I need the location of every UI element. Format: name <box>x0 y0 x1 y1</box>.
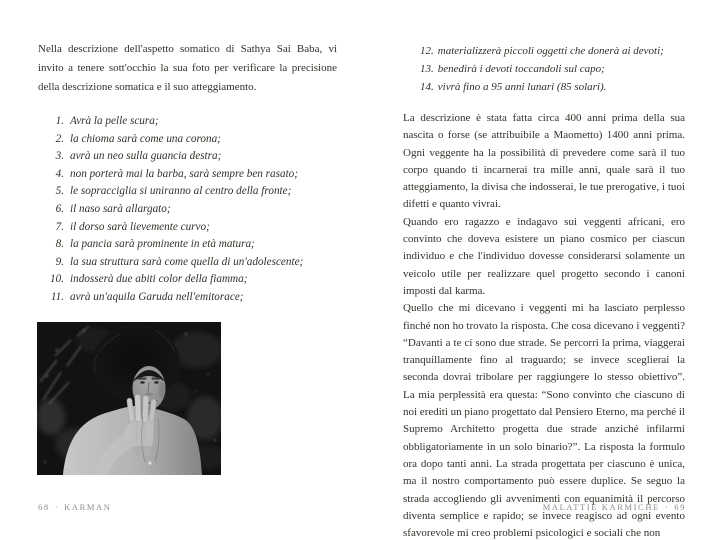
footer-separator: · <box>664 502 670 512</box>
list-item-text: avrà un neo sulla guancia destra; <box>70 150 222 163</box>
list-item-text: la pancia sarà prominente in età matura; <box>70 238 255 251</box>
footer-page-number: 69 <box>674 502 686 512</box>
list-item-text: il dorso sarà lievemente curvo; <box>70 220 210 233</box>
body-text-column <box>403 110 685 540</box>
body-paragraph: Quando ero ragazzo e indagavo sui veggenti africani, ero convinto che doveva esistere un piano cosmico per ciascun individuo e che l'individuo dovesse considerarsi solamente un veicolo utile per realizzare quel progetto secondo i canoni imposti dal karma. <box>403 215 685 297</box>
list-item <box>38 131 346 149</box>
list-item <box>38 236 346 254</box>
list-item <box>38 289 346 307</box>
list-item-number: 13. <box>420 63 434 76</box>
list-item <box>420 42 688 60</box>
list-item-text: avrà un'aquila Garuda nell'emitorace; <box>70 290 244 303</box>
prophecy-list-continued <box>403 42 688 97</box>
list-item <box>38 254 346 272</box>
list-item-number: 14. <box>420 81 434 94</box>
list-item-text: indosserà due abiti color della fiamma; <box>70 273 248 286</box>
body-paragraph: La descrizione è stata fatta circa 400 anni prima della sua nascita o forse (se attribuibile a Maometto) 1400 anni prima. Ogni veggente ha la possibilità di prevedere come sarà il tuo corpo quando ti incarnerai tra mille anni, quale sarà il tuo atteggiamento, la divisa che indosserai, le tue prerogative, i tuoi difetti e quanto vivrai. <box>403 112 685 211</box>
list-item-text: Avrà la pelle scura; <box>70 115 159 127</box>
list-item-text: le sopracciglia si uniranno al centro della fronte; <box>70 185 292 198</box>
list-item-number: 10. <box>50 273 64 286</box>
list-item-number: 9. <box>55 255 64 268</box>
list-item-text: vivrà fino a 95 anni lunari (85 solari). <box>437 81 607 94</box>
list-item-number: 7. <box>55 220 64 233</box>
list-item <box>38 201 346 219</box>
list-item <box>38 183 346 201</box>
list-item <box>420 60 688 78</box>
page-footer-left <box>38 502 112 512</box>
list-item <box>420 78 688 96</box>
list-item-text: la sua struttura sarà come quella di un'adolescente; <box>70 255 304 268</box>
footer-separator: · <box>54 502 60 512</box>
somatic-description-list <box>38 113 346 307</box>
list-item-number: 3. <box>55 150 64 163</box>
footer-section-title: MALATTIE KARMICHE <box>542 502 660 512</box>
list-item-text: la chioma sarà come una corona; <box>70 132 221 145</box>
footer-section-title: KARMAN <box>64 502 112 512</box>
list-item <box>38 271 346 289</box>
page-footer-right <box>400 502 686 512</box>
list-item-number: 8. <box>55 238 64 251</box>
list-item-number: 12. <box>420 45 434 57</box>
list-item-number: 6. <box>55 202 64 215</box>
list-item <box>38 219 346 237</box>
list-item-text: materializzerà piccoli oggetti che donerà ai devoti; <box>437 45 664 57</box>
sai-baba-photo <box>37 322 221 475</box>
intro-paragraph: Nella descrizione dell'aspetto somatico di Sathya Sai Baba, vi invito a tenere sott'occhio la sua foto per verificare la precisione della descrizione somatica e il suo atteggiamento. <box>38 43 337 93</box>
list-item-number: 2. <box>55 132 64 145</box>
list-item-text: benedirà i devoti toccandoli sul capo; <box>437 63 605 76</box>
list-item-number: 1. <box>55 115 64 127</box>
body-paragraph: Quello che mi dicevano i veggenti mi ha lasciato perplesso finché non ho trovato la risposta. Che cosa dicevano i veggenti? “Davanti a te ci sono due strade. Se percorri la prima, viaggerai tranquillamente fino al traguardo; se invece sceglierai la seconda dovrai tribolare per raggiungere lo stesso obiettivo”. La mia perplessità era questa: “Sono convinto che ciascuno di noi erediti un piano progettato dal Pensiero Eterno, ma perché il Supremo Architetto progetta due strade anziché infilarmi obbligatoriamente in un solo binario?”. La risposta la formulo ora dopo tanti anni. La strada progettata per ciascuno è unica, ma il nostro comportamento può essere duplice. Se seguo la strada accogliendo gli avvenimenti con equanimità il percorso diventa semplice e rapido; se invece reagisco ad ogni evento sfavorevole mi creo problemi psicologici e sociali che non <box>403 302 685 540</box>
list-item-number: 5. <box>55 185 64 198</box>
list-item-number: 11. <box>50 290 64 303</box>
list-item <box>38 166 346 184</box>
list-item-number: 4. <box>55 167 64 180</box>
list-item <box>38 148 346 166</box>
footer-page-number: 68 <box>38 502 50 512</box>
list-item <box>38 113 346 131</box>
list-item-text: non porterà mai la barba, sarà sempre ben rasato; <box>70 167 298 180</box>
list-item-text: il naso sarà allargato; <box>70 202 171 215</box>
